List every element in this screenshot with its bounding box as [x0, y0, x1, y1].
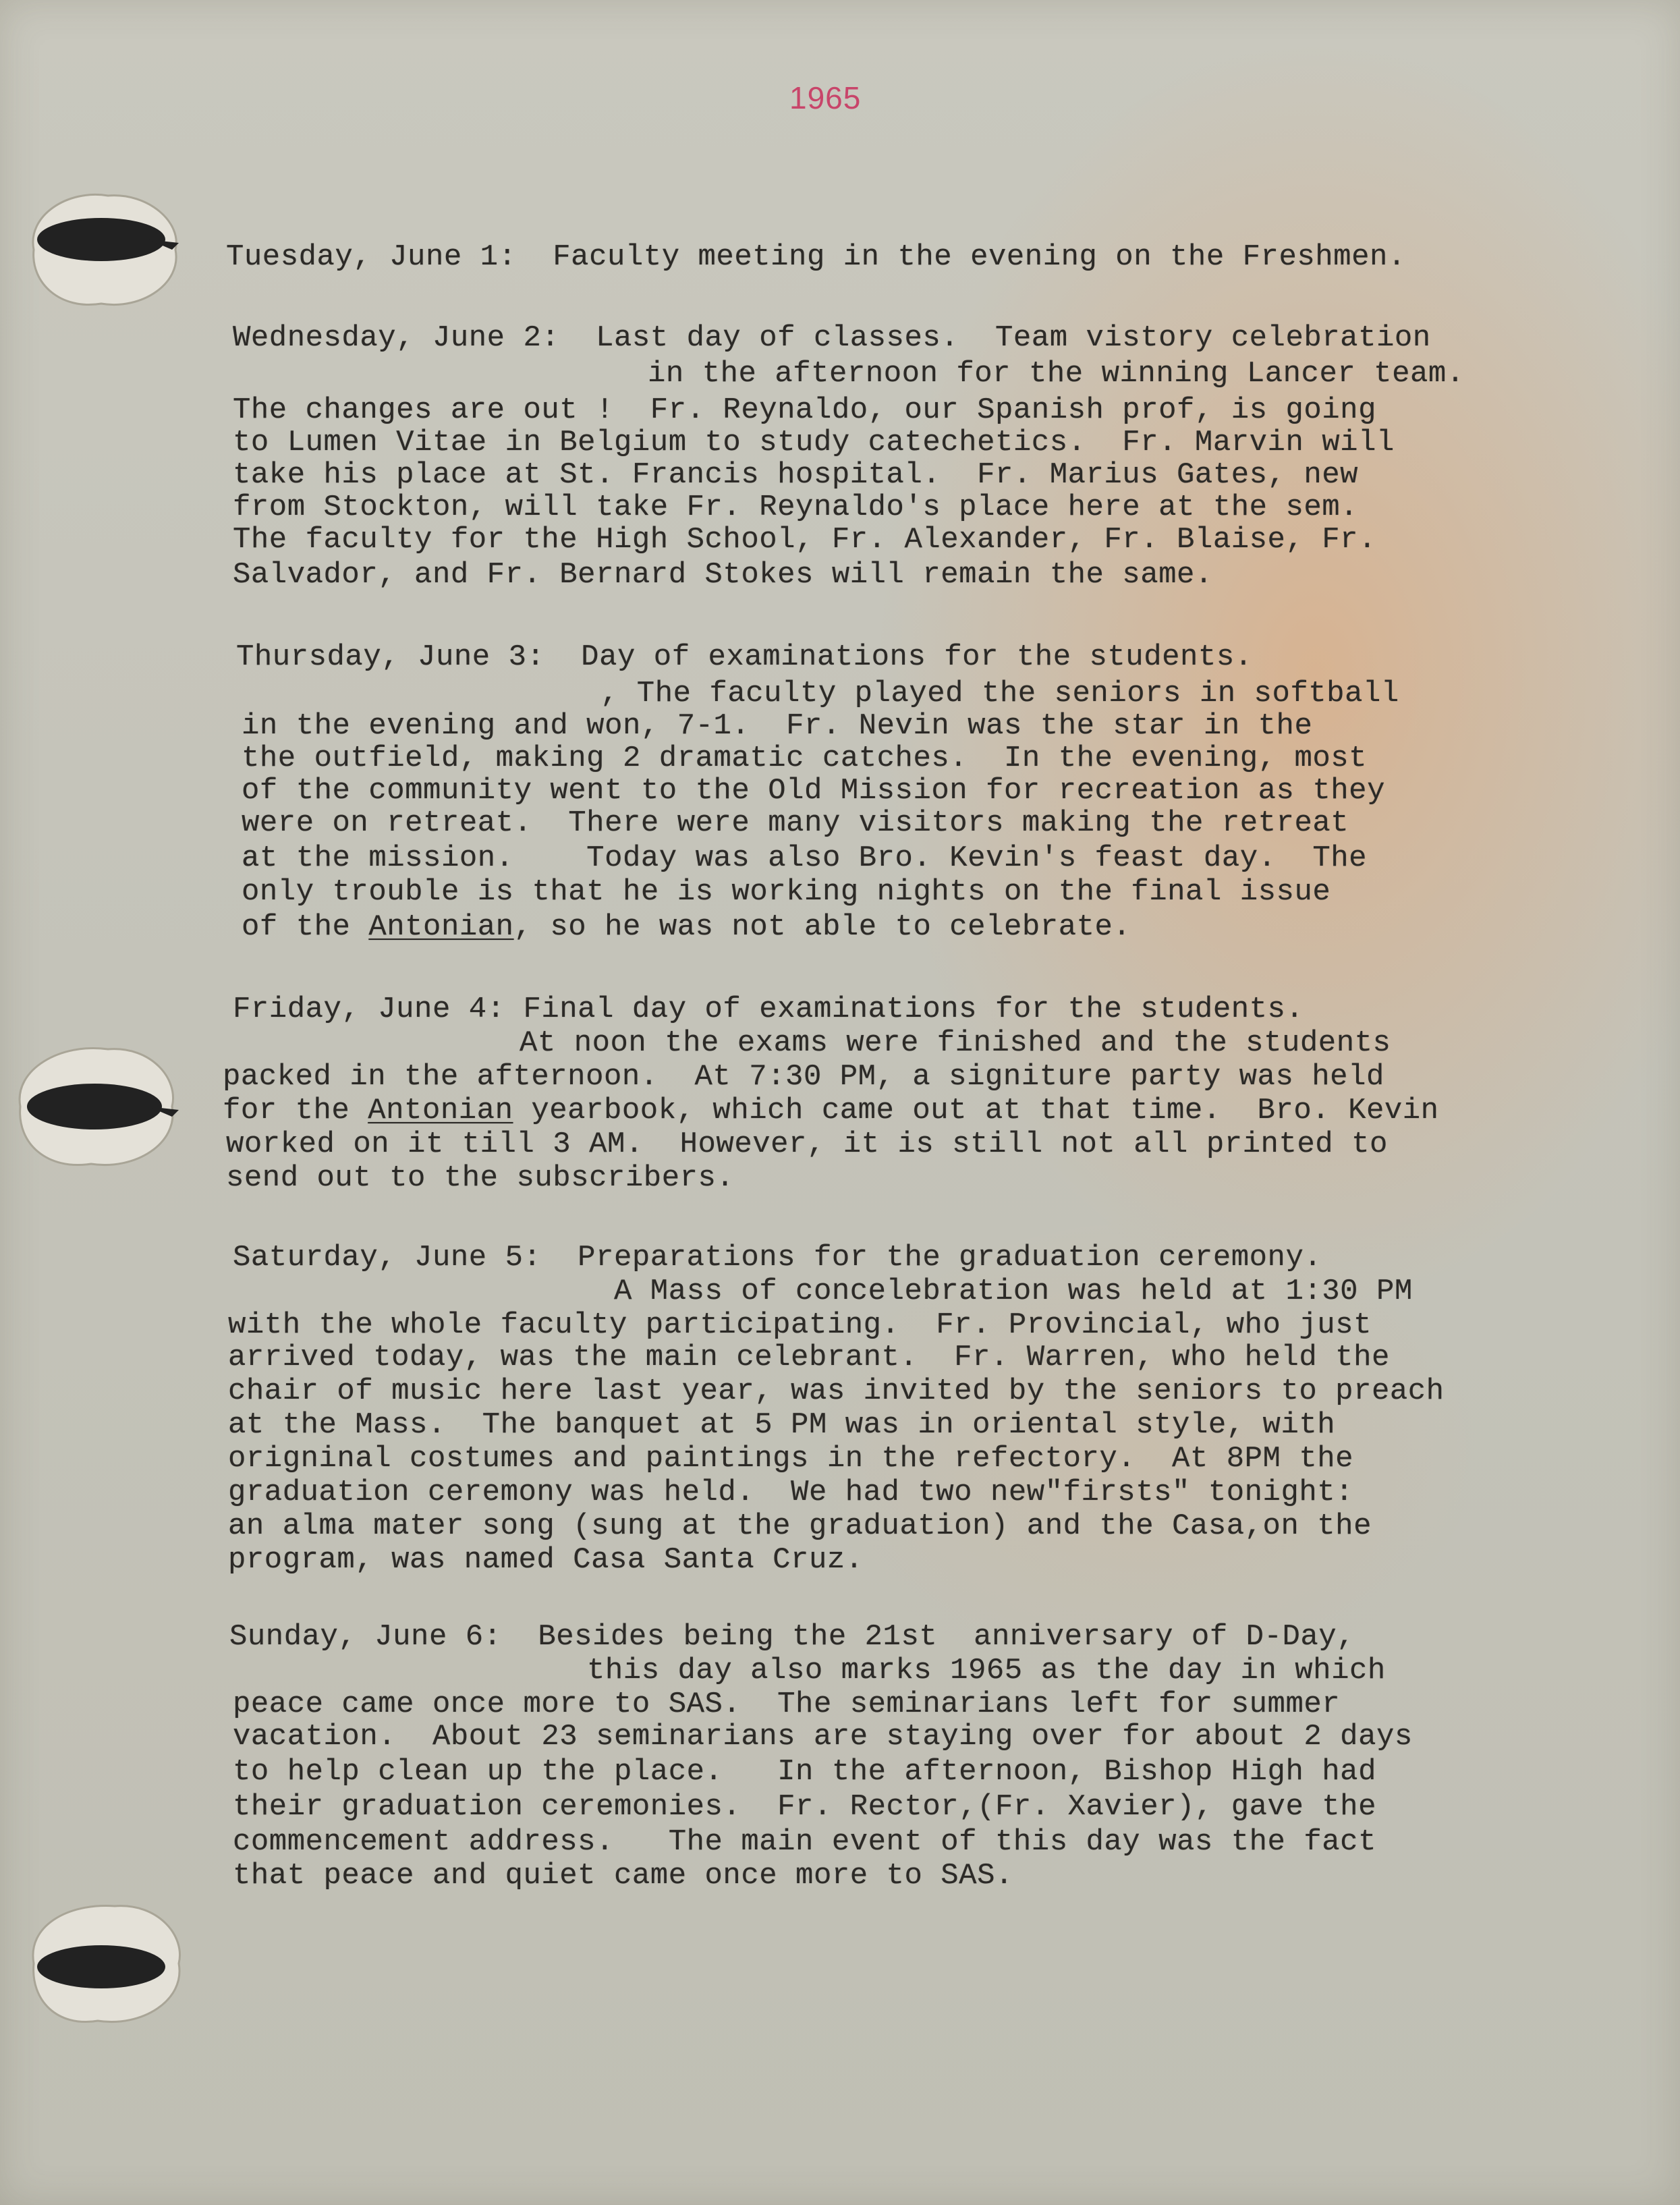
entry-tuesday-line-1: Tuesday, June 1: Faculty meeting in the evening on the Freshmen. [226, 240, 1406, 274]
entry-saturday-line-9: an alma mater song (sung at the graduation) and the Casa,on the [228, 1509, 1372, 1543]
entry-saturday-line-2: A Mass of concelebration was held at 1:30 PM [614, 1275, 1413, 1308]
entry-wednesday-line-7: The faculty for the High School, Fr. Alexander, Fr. Blaise, Fr. [233, 523, 1376, 557]
entry-sunday-line-6: their graduation ceremonies. Fr. Rector,(Fr. Xavier), gave the [233, 1790, 1376, 1824]
entry-thursday-line-7: at the mission. Today was also Bro. Kevin's feast day. The [242, 841, 1368, 875]
entry-thursday-line-9 [242, 910, 1131, 945]
entry-saturday-line-6: at the Mass. The banquet at 5 PM was in oriental style, with [228, 1408, 1336, 1442]
entry-friday-line-4-end: yearbook, which came out at that time. Bro. Kevin [513, 1094, 1439, 1127]
entry-friday-line-2: At noon the exams were finished and the students [520, 1026, 1391, 1060]
entry-sunday-line-3: peace came once more to SAS. The seminarians left for summer [233, 1687, 1341, 1721]
entry-wednesday-line-4: to Lumen Vitae in Belgium to study catechetics. Fr. Marvin will [233, 426, 1395, 459]
entry-wednesday-line-1: Wednesday, June 2: Last day of classes. Team vistory celebration [233, 321, 1431, 355]
entry-thursday-line-8: only trouble is that he is working nights on the final issue [242, 875, 1331, 909]
entry-friday-line-6: send out to the subscribers. [226, 1161, 735, 1195]
entry-thursday-line-2: , The faculty played the seniors in softball [600, 677, 1399, 710]
entry-saturday-line-4: arrived today, was the main celebrant. Fr. Warren, who held the [228, 1341, 1390, 1374]
binder-hole-bottom [13, 1889, 189, 2038]
entry-wednesday-line-2: in the afternoon for the winning Lancer team. [648, 357, 1465, 391]
entry-saturday-line-5: chair of music here last year, was invited by the seniors to preach [228, 1374, 1445, 1408]
entry-sunday-line-5: to help clean up the place. In the afternoon, Bishop High had [233, 1755, 1376, 1789]
entry-thursday-line-9-end: , so he was not able to celebrate. [513, 910, 1131, 944]
entry-friday-line-3: packed in the afternoon. At 7:30 PM, a signiture party was held [223, 1060, 1384, 1094]
entry-sunday-line-7: commencement address. The main event of this day was the fact [233, 1825, 1376, 1859]
entry-saturday-line-8: graduation ceremony was held. We had two new"firsts" tonight: [228, 1476, 1354, 1509]
binder-hole-middle [7, 1032, 182, 1181]
entry-friday-line-1: Friday, June 4: Final day of examinations for the students. [233, 993, 1304, 1026]
entry-thursday-line-4: the outfield, making 2 dramatic catches. In the evening, most [242, 742, 1368, 775]
binder-hole-top [13, 175, 189, 324]
entry-friday-line-4 [223, 1093, 1439, 1128]
page-year-heading: 1965 [789, 80, 862, 115]
entry-friday-line-4-start: for the [223, 1094, 368, 1127]
entry-friday-line-5: worked on it till 3 AM. However, it is still not all printed to [226, 1127, 1388, 1161]
entry-wednesday-line-8: Salvador, and Fr. Bernard Stokes will remain the same. [233, 558, 1213, 592]
antonian-title: Antonian [368, 910, 514, 944]
entry-thursday-line-1: Thursday, June 3: Day of examinations for the students. [236, 640, 1253, 674]
entry-saturday-line-10: program, was named Casa Santa Cruz. [228, 1543, 864, 1577]
entry-wednesday-line-5: take his place at St. Francis hospital. Fr. Marius Gates, new [233, 458, 1359, 492]
entry-sunday-line-2: this day also marks 1965 as the day in which [587, 1654, 1386, 1687]
entry-thursday-line-3: in the evening and won, 7-1. Fr. Nevin was the star in the [242, 709, 1313, 743]
entry-thursday-line-5: of the community went to the Old Mission for recreation as they [242, 774, 1385, 808]
entry-sunday-line-1: Sunday, June 6: Besides being the 21st anniversary of D-Day, [229, 1620, 1355, 1654]
entry-sunday-line-4: vacation. About 23 seminarians are staying over for about 2 days [233, 1720, 1413, 1754]
antonian-yearbook-title: Antonian [368, 1094, 513, 1127]
entry-saturday-line-3: with the whole faculty participating. Fr. Provincial, who just [228, 1308, 1372, 1342]
entry-thursday-line-9-start: of the [242, 910, 369, 944]
entry-wednesday-line-3: The changes are out ! Fr. Reynaldo, our Spanish prof, is going [233, 393, 1376, 427]
entry-saturday-line-1: Saturday, June 5: Preparations for the graduation ceremony. [233, 1241, 1322, 1275]
entry-sunday-line-8: that peace and quiet came once more to SAS. [233, 1859, 1013, 1893]
entry-saturday-line-7: origninal costumes and paintings in the refectory. At 8PM the [228, 1442, 1354, 1476]
entry-thursday-line-6: were on retreat. There were many visitors making the retreat [242, 806, 1349, 840]
entry-wednesday-line-6: from Stockton, will take Fr. Reynaldo's place here at the sem. [233, 491, 1359, 524]
